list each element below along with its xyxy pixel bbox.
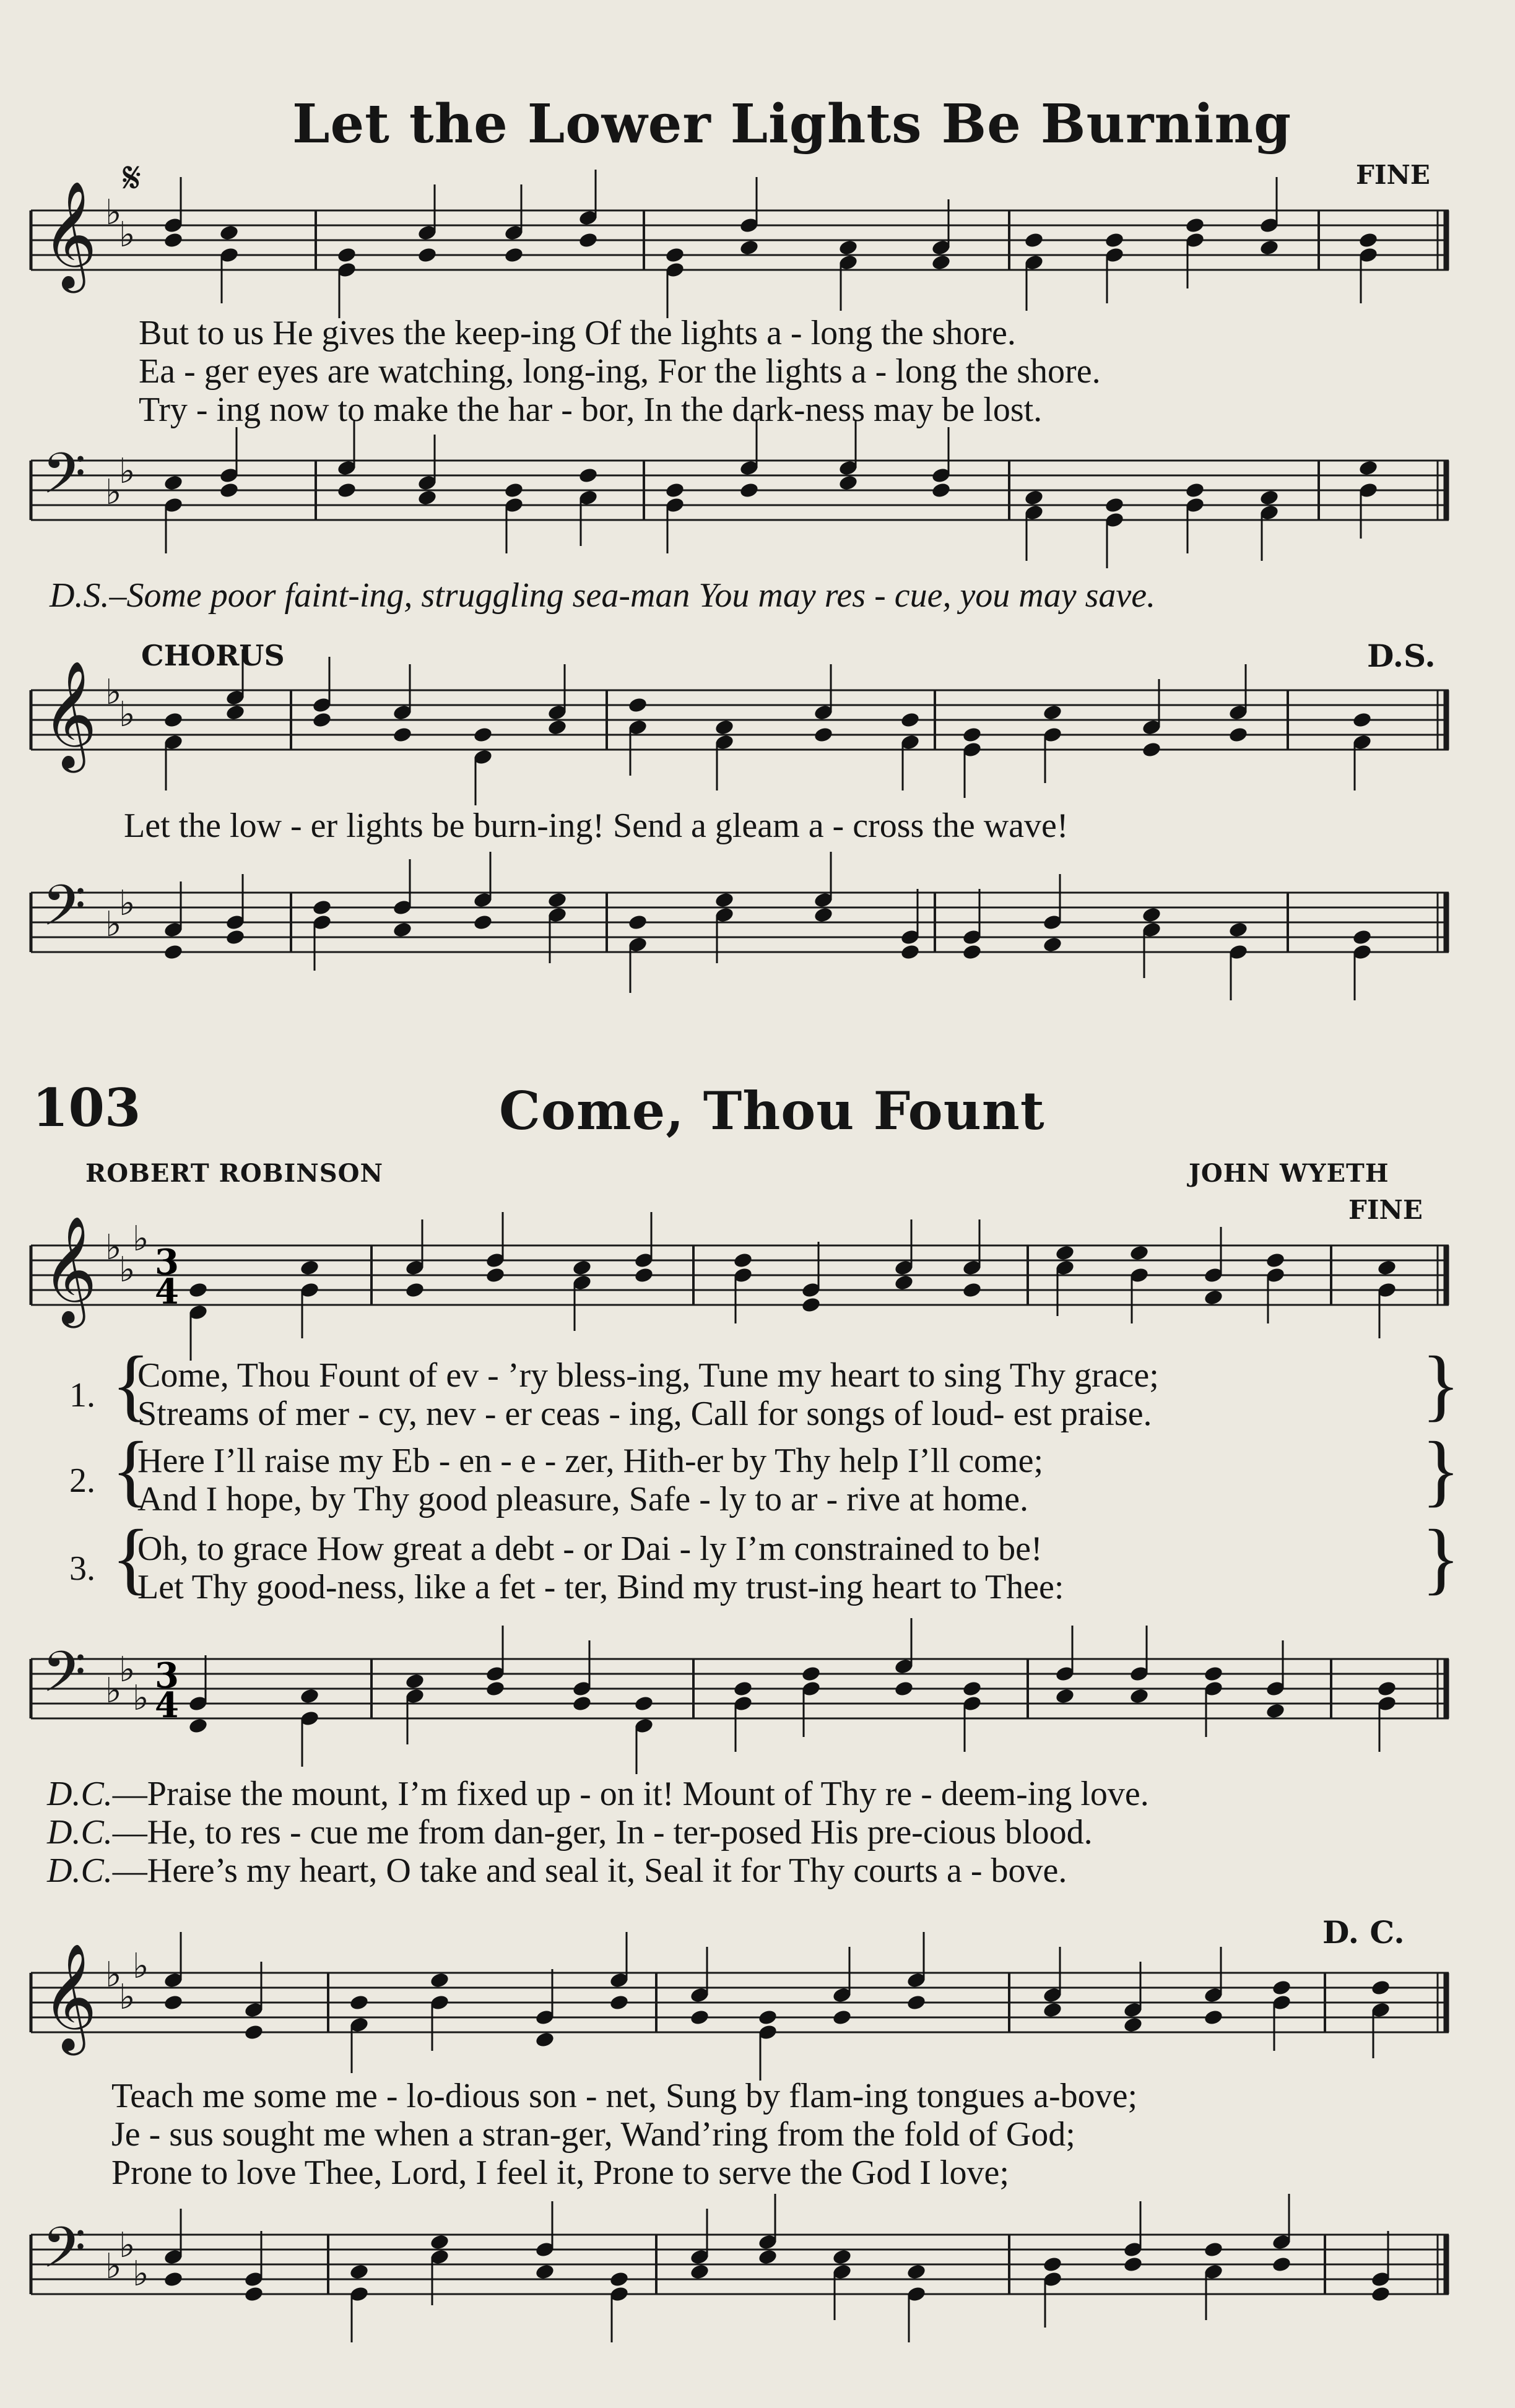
lyric-line: Ea - ger eyes are watching, long-ing, For the lights a - long the shore. [139,352,1101,391]
note-head [931,482,951,499]
staff-system-4-bass [25,2204,1449,2358]
ds-mark: D.S. [1367,638,1436,674]
note-head [1042,704,1062,721]
note-head [1358,459,1378,477]
note-head [336,246,357,264]
note-head [1370,1979,1391,1996]
note-head [404,1281,425,1299]
brace: { [111,1340,150,1429]
note-head [299,1259,319,1276]
note-head [1265,1252,1285,1269]
flat-icon: ♭ [119,2225,136,2266]
flat-icon: ♭ [132,2254,149,2294]
note-head [801,1296,821,1314]
note-head [801,1665,821,1683]
note-head [1376,1259,1397,1276]
note-head [831,2248,852,2266]
treble-clef-icon: 𝄞 [42,1943,97,2051]
note-head [225,704,245,721]
verse-line: Here I’ll raise my Eb - en - e - zer, Hith-er by Thy help I’ll come; [137,1442,1044,1480]
flat-icon: ♭ [119,1250,136,1290]
note-head [1104,232,1124,249]
dc-line [47,1774,1149,1814]
dc-mark: D. C. [1322,1914,1405,1951]
note-head [1054,1687,1075,1705]
note-head [757,2248,778,2266]
note-head [188,1281,208,1299]
note-head [1228,921,1248,938]
note-head [1141,741,1161,758]
note-head [813,726,833,743]
fine-mark: FINE [1356,160,1430,190]
flat-icon: ♭ [132,1946,149,1986]
flat-icon: ♭ [119,1977,136,2017]
bass-clef-icon: 𝄢 [42,2215,86,2294]
lyric-line: But to us He gives the keep-ing Of the lights a - long the shore. [139,314,1016,352]
note-head [472,914,493,931]
treble-clef-icon: 𝄞 [42,1216,97,1323]
verse-line: Come, Thou Fount of ev - ’ry bless-ing, Tune my heart to sing Thy grace; [137,1356,1159,1395]
note-head [609,1994,629,2011]
flat-icon: ♭ [105,2246,122,2287]
note-head [813,906,833,924]
note-head [163,711,183,729]
staff-system-2-bass [25,860,1449,1015]
flat-icon: ♭ [105,193,122,233]
note-head [417,489,437,506]
note-head [962,943,982,961]
bass-clef-icon: 𝄢 [42,1639,86,1718]
note-head [578,467,598,484]
brace: { [111,1514,150,1603]
note-head [1054,1244,1075,1262]
brace: } [1422,1426,1461,1515]
verse-number: 1. [69,1376,95,1414]
note-head [571,1695,592,1712]
chorus-lyric-line: Let the low - er lights be burn-ing! Send a gleam a - cross the wave! [124,807,1069,845]
note-head [1023,489,1044,506]
note-head [838,239,858,256]
time-signature-top: 3 [155,1242,179,1283]
note-head [349,2263,369,2280]
note-head [739,482,759,499]
note-head [163,943,183,961]
treble-clef-icon: 𝄞 [42,181,97,288]
note-head [547,719,567,736]
flat-icon: ♭ [119,451,136,492]
dc-label: D.C. [47,1851,113,1890]
note-head [1104,496,1124,514]
note-head [1129,1244,1149,1262]
note-head [188,1717,208,1735]
brace: { [111,1426,150,1515]
note-head [962,726,982,743]
flat-icon: ♭ [105,672,122,712]
note-head [243,2024,264,2041]
bass-clef-icon: 𝄢 [42,873,86,952]
bass-clef-icon: 𝄢 [42,441,86,520]
note-head [163,474,183,492]
staff-system-2-treble [25,660,1449,789]
note-head [714,891,734,909]
staff-system-1-treble [25,181,1449,291]
note-head [739,239,759,256]
note-head [1265,1702,1285,1720]
verse-line: Oh, to grace How great a debt - or Dai - ly I’m constrained to be! [137,1530,1043,1568]
note-head [578,232,598,249]
note-head [609,2271,629,2288]
note-head [1042,936,1062,953]
note-head [1203,1665,1223,1683]
brace: } [1422,1340,1461,1429]
dc-line [47,1812,1093,1852]
note-head [311,899,332,916]
dc-label: D.C. [47,1813,113,1851]
note-head [1358,232,1378,249]
note-head [1228,726,1248,743]
note-head [689,2263,710,2280]
note-head [163,2271,183,2288]
flat-icon: ♭ [105,472,122,513]
flat-icon: ♭ [119,1650,136,1690]
note-head [627,914,648,931]
dc-text: —Praise the mount, I’m fixed up - on it! Mount of Thy re - deem-ing love. [112,1775,1149,1813]
note-head [547,891,567,909]
dc-label: D.C. [47,1775,113,1813]
note-head [627,696,648,714]
note-head [633,1267,654,1284]
note-head [219,224,239,241]
hymn-number: 103 [32,1077,141,1138]
note-head [757,2009,778,2026]
hymn-title: Come, Thou Fount [499,1080,1045,1141]
note-head [163,1994,183,2011]
note-head [1376,1680,1397,1697]
note-head [633,1695,654,1712]
staff-system-1-bass [25,440,1449,563]
note-head [1203,2241,1223,2258]
note-head [534,2031,555,2048]
note-head [1370,2285,1391,2303]
flat-icon: ♭ [119,695,136,735]
note-head [1042,2001,1062,2019]
verse-number: 2. [69,1462,95,1500]
note-head [1271,1979,1291,1996]
note-head [1122,2256,1143,2273]
note-head [485,1267,505,1284]
note-head [485,1680,505,1697]
note-head [429,1972,449,1989]
note-head [1203,2009,1223,2026]
ds-line: D.S.–Some poor faint-ing, struggling sea-man You may res - cue, you may save. [50,576,1156,615]
note-head [664,482,685,499]
note-head [472,726,493,743]
note-head [534,2263,555,2280]
verse-line: Let Thy good-ness, like a fet - ter, Bind my trust-ing heart to Thee: [137,1568,1064,1606]
lyric-line: Teach me some me - lo-dious son - net, Sung by flam-ing tongues a-bove; [111,2077,1138,2115]
staff-system-4-treble [25,1943,1449,2077]
note-head [1259,239,1279,256]
note-head [503,246,524,264]
flat-icon: ♭ [119,215,136,255]
note-head [225,929,245,946]
note-head [732,1680,753,1697]
note-head [1352,711,1372,729]
brace: } [1422,1514,1461,1603]
note-head [1042,2256,1062,2273]
note-head [962,1281,982,1299]
dc-text: —Here’s my heart, O take and seal it, Seal it for Thy courts a - bove. [112,1851,1067,1890]
note-head [243,2285,264,2303]
note-head [664,246,685,264]
flat-icon: ♭ [105,904,122,945]
lyric-line: Prone to love Thee, Lord, I feel it, Prone to serve the God I love; [111,2154,1009,2192]
note-head [299,1687,319,1705]
note-head [714,719,734,736]
author-credit: ROBERT ROBINSON [85,1159,384,1188]
note-head [893,1274,914,1291]
chorus-label: CHORUS [141,639,285,672]
note-head [1271,2256,1291,2273]
note-head [906,2263,926,2280]
note-head [893,1680,914,1697]
note-head [931,254,951,271]
segno-icon: 𝄋 [123,152,142,203]
note-head [349,1994,369,2011]
staff-system-3-bass [25,1634,1449,1789]
note-head [392,726,412,743]
flat-icon: ♭ [132,1219,149,1259]
note-head [392,921,412,938]
fine-mark: FINE [1348,1195,1423,1225]
flat-icon: ♭ [132,1678,149,1718]
note-head [1023,232,1044,249]
note-head [1141,906,1161,924]
note-head [1184,482,1205,499]
time-signature-top: 3 [155,1655,179,1696]
note-head [571,1259,592,1276]
flat-icon: ♭ [105,1671,122,1711]
note-head [1203,1289,1223,1306]
note-head [1352,929,1372,946]
composer-credit: JOHN WYETH [1189,1159,1389,1188]
note-head [689,2009,710,2026]
note-head [962,1680,982,1697]
verse-line: And I hope, by Thy good pleasure, Safe - ly to ar - rive at home. [137,1480,1029,1518]
dc-line [47,1851,1067,1890]
note-head [417,246,437,264]
note-head [429,2233,449,2251]
dc-text: —He, to res - cue me from dan-ger, In - ter-posed His pre-cious blood. [112,1813,1093,1851]
note-head [732,1252,753,1269]
note-head [1122,2016,1143,2033]
flat-icon: ♭ [105,1955,122,1995]
note-head [831,2009,852,2026]
note-head [336,482,357,499]
verse-line: Streams of mer - cy, nev - er ceas - ing, Call for songs of loud- est praise. [137,1395,1152,1433]
time-signature-bottom: 4 [155,1685,179,1726]
note-head [900,943,920,961]
flat-icon: ♭ [119,883,136,924]
flat-icon: ♭ [105,1228,122,1268]
note-head [1184,217,1205,234]
lyric-line: Je - sus sought me when a stran-ger, Wand’ring from the fold of God; [111,2115,1075,2154]
note-head [1129,1687,1149,1705]
note-head [404,1673,425,1690]
note-head [503,482,524,499]
treble-clef-icon: 𝄞 [42,660,97,768]
verse-number: 3. [69,1549,95,1588]
note-head [900,711,920,729]
note-head [906,1994,926,2011]
staff-system-3-treble [25,1216,1449,1343]
note-head [311,711,332,729]
note-head [163,232,183,249]
time-signature-bottom: 4 [155,1271,179,1312]
lyric-line: Try - ing now to make the har - bor, In the dark-ness may be lost. [139,391,1043,429]
note-head [1259,489,1279,506]
note-head [838,474,858,492]
hymn-title: Let the Lower Lights Be Burning [292,93,1292,155]
note-head [219,482,239,499]
